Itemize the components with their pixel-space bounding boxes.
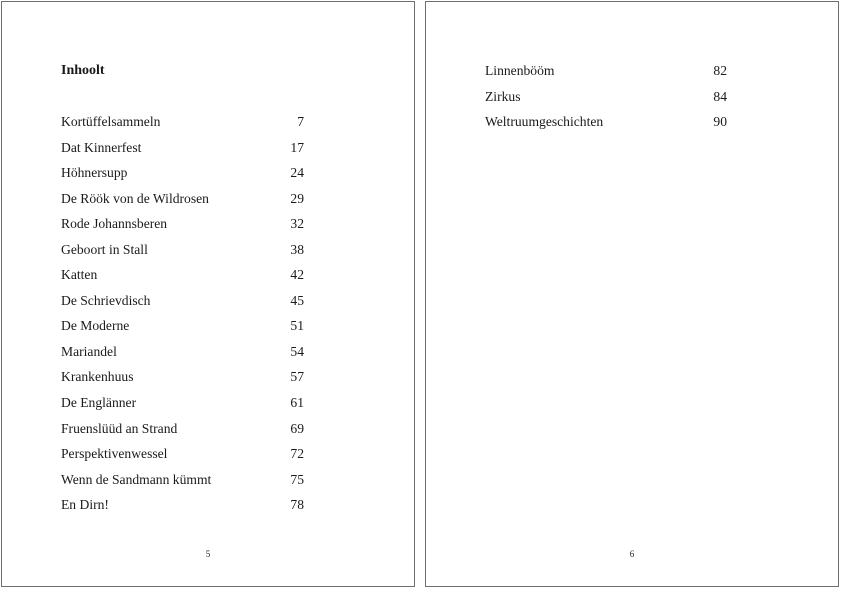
toc-entry-title: Zirkus <box>485 88 521 104</box>
toc-entry-title: Weltruumgeschichten <box>485 114 604 130</box>
toc-entry-page-number: 29 <box>290 190 304 206</box>
toc-entry-page-number: 42 <box>290 267 304 283</box>
toc-entry-title: De Röök von de Wildrosen <box>61 190 209 206</box>
toc-entry-title: Mariandel <box>61 343 117 359</box>
toc-entry-title: Krankenhuus <box>61 369 134 385</box>
toc-entry-page-number: 75 <box>290 471 304 487</box>
toc-entry <box>61 292 304 318</box>
toc-entry-page-number: 54 <box>290 343 304 359</box>
toc-entry <box>61 164 304 190</box>
toc-entry <box>61 394 304 420</box>
toc-entry-title: En Dirn! <box>61 497 109 513</box>
toc-entry <box>61 266 304 292</box>
toc-entry-page-number: 78 <box>290 497 304 513</box>
toc-entry-title: Fruenslüüd an Strand <box>61 420 178 436</box>
toc-entry-title: Perspektivenwessel <box>61 446 168 462</box>
toc-entry-page-number: 17 <box>290 139 304 155</box>
toc-entry <box>61 215 304 241</box>
toc-entry-page-number: 90 <box>713 114 727 130</box>
toc-entry <box>61 496 304 522</box>
toc-entry-page-number: 84 <box>713 88 727 104</box>
toc-entry <box>485 88 727 114</box>
left-page <box>1 1 415 587</box>
toc-entry <box>485 113 727 139</box>
page-number: 6 <box>629 549 635 559</box>
page-number: 5 <box>205 549 211 559</box>
toc-entry-title: De Moderne <box>61 318 130 334</box>
toc-entry <box>61 139 304 165</box>
toc-entry-page-number: 61 <box>290 395 304 411</box>
toc-entry <box>485 62 727 88</box>
toc-entry <box>61 241 304 267</box>
toc-entry-title: Wenn de Sandmann kümmt <box>61 471 212 487</box>
toc-entry-page-number: 69 <box>290 420 304 436</box>
toc-entry <box>61 113 304 139</box>
toc-entry-page-number: 51 <box>290 318 304 334</box>
toc-entry-title: Dat Kinnerfest <box>61 139 142 155</box>
toc-entry-title: Kortüffelsammeln <box>61 114 161 129</box>
toc-entry <box>61 445 304 471</box>
toc-entry <box>61 190 304 216</box>
toc-entry-title: De Schrievdisch <box>61 292 151 308</box>
toc-list <box>61 113 304 522</box>
toc-entry-page-number: 38 <box>290 241 304 257</box>
toc-entry-title: Katten <box>61 267 98 283</box>
toc-entry <box>61 420 304 446</box>
toc-entry-title: Geboort in Stall <box>61 241 148 257</box>
toc-entry-title: De Englänner <box>61 395 137 411</box>
toc-entry-page-number: 32 <box>290 216 304 232</box>
toc-heading: Inhoolt <box>61 63 105 78</box>
toc-entry-title: Linnenbööm <box>485 63 555 78</box>
toc-entry-page-number: 7 <box>297 114 304 129</box>
toc-list <box>485 62 727 139</box>
toc-entry-title: Höhnersupp <box>61 165 128 181</box>
toc-entry-title: Rode Johannsberen <box>61 216 168 232</box>
toc-entry <box>61 368 304 394</box>
toc-entry-page-number: 45 <box>290 292 304 308</box>
toc-entry-page-number: 82 <box>713 63 727 78</box>
toc-entry-page-number: 72 <box>290 446 304 462</box>
right-page <box>425 1 839 587</box>
toc-entry <box>61 471 304 497</box>
toc-entry-page-number: 57 <box>290 369 304 385</box>
toc-entry-page-number: 24 <box>290 165 304 181</box>
toc-entry <box>61 317 304 343</box>
toc-entry <box>61 343 304 369</box>
